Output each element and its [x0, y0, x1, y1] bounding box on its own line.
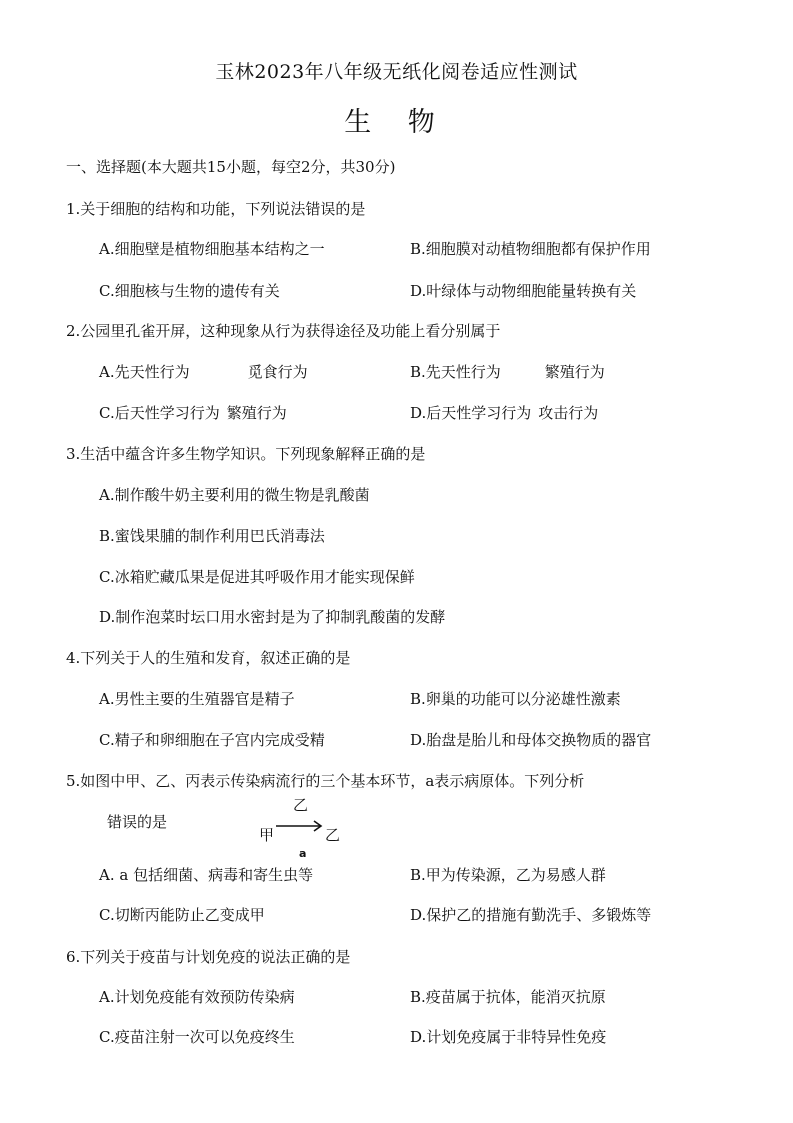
- question-1-option-a: A.细胞壁是植物细胞基本结构之一: [99, 240, 325, 258]
- infection-cycle-diagram: [255, 792, 355, 862]
- question-1-option-c: C.细胞核与生物的遗传有关: [99, 282, 280, 300]
- question-4-option-c: C.精子和卵细胞在子宫内完成受精: [99, 731, 325, 749]
- question-1-option-b: B.细胞膜对动植物细胞都有保护作用: [410, 240, 651, 258]
- question-2-option-d-part1: D.后天性学习行为: [410, 404, 532, 422]
- diagram-label-top: 乙: [293, 796, 309, 814]
- question-5-stem: 5.如图中甲、乙、丙表示传染病流行的三个基本环节，a表示病原体。下列分析: [66, 772, 585, 790]
- diagram-label-right: 乙: [325, 826, 341, 844]
- diagram-label-left: 甲: [259, 826, 275, 844]
- question-6-option-b: B.疫苗属于抗体，能消灭抗原: [410, 988, 606, 1006]
- question-5-option-b: B.甲为传染源，乙为易感人群: [410, 866, 606, 884]
- question-6-option-d: D.计划免疫属于非特异性免疫: [410, 1028, 607, 1046]
- question-4-option-a: A.男性主要的生殖器官是精子: [99, 690, 295, 708]
- question-2-option-c-part2: 繁殖行为: [226, 404, 287, 422]
- diagram-arrow-label: a: [299, 847, 307, 860]
- question-3-option-b: B.蜜饯果脯的制作利用巴氏消毒法: [99, 527, 325, 545]
- question-5-option-d: D.保护乙的措施有勤洗手、多锻炼等: [410, 906, 652, 924]
- question-5-option-c: C.切断丙能防止乙变成甲: [99, 906, 265, 924]
- question-6-option-c: C.疫苗注射一次可以免疫终生: [99, 1028, 295, 1046]
- question-2-option-b-part2: 繁殖行为: [544, 363, 605, 381]
- question-4-option-b: B.卵巢的功能可以分泌雄性激素: [410, 690, 621, 708]
- question-2-option-a: [99, 362, 308, 382]
- exam-subject: 生 物: [344, 107, 449, 138]
- question-3-option-a: A.制作酸牛奶主要利用的微生物是乳酸菌: [99, 486, 370, 504]
- question-1-option-d: D.叶绿体与动物细胞能量转换有关: [410, 282, 637, 300]
- exam-title: 玉林2023年八年级无纸化阅卷适应性测试: [215, 61, 578, 83]
- question-2-option-d-part2: 攻击行为: [538, 404, 599, 422]
- question-2-option-b: [410, 362, 605, 382]
- question-2-option-a-part1: A.先天性行为: [99, 363, 190, 381]
- question-4-option-d: D.胎盘是胎儿和母体交换物质的器官: [410, 731, 652, 749]
- question-3-stem: 3.生活中蕴含许多生物学知识。下列现象解释正确的是: [66, 445, 426, 463]
- section-heading: 一、选择题(本大题共15小题，每空2分，共30分): [66, 158, 396, 176]
- question-2-option-a-part2: 觅食行为: [247, 363, 308, 381]
- question-4-stem: 4.下列关于人的生殖和发育，叙述正确的是: [66, 649, 351, 667]
- question-2-option-b-part1: B.先天性行为: [410, 363, 501, 381]
- question-2-option-d: [410, 403, 598, 423]
- question-2-option-c-part1: C.后天性学习行为: [99, 404, 220, 422]
- question-2-stem: 2.公园里孔雀开屏，这种现象从行为获得途径及功能上看分别属于: [66, 322, 501, 340]
- question-1-stem: 1.关于细胞的结构和功能，下列说法错误的是: [66, 200, 366, 218]
- question-5-option-a: A. a 包括细菌、病毒和寄生虫等: [99, 866, 314, 884]
- question-2-option-c: [99, 403, 287, 423]
- question-6-stem: 6.下列关于疫苗与计划免疫的说法正确的是: [66, 948, 351, 966]
- question-6-option-a: A.计划免疫能有效预防传染病: [99, 988, 295, 1006]
- question-3-option-d: D.制作泡菜时坛口用水密封是为了抑制乳酸菌的发酵: [99, 608, 446, 626]
- question-5-stem-continued: 错误的是: [107, 813, 168, 831]
- question-3-option-c: C.冰箱贮藏瓜果是促进其呼吸作用才能实现保鲜: [99, 568, 415, 586]
